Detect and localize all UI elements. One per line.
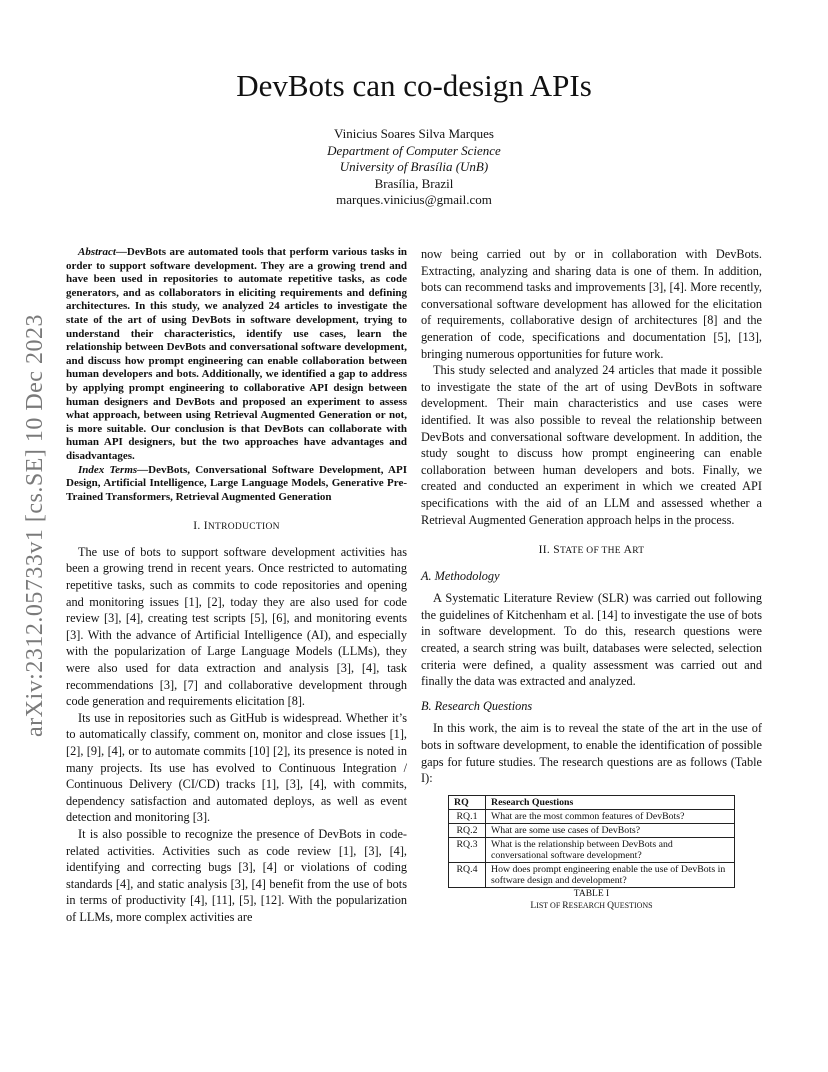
table-cell-id: RQ.4 — [449, 862, 486, 887]
table-cell-question: What are the most common features of DevBots? — [486, 809, 735, 823]
table-cell-id: RQ.2 — [449, 823, 486, 837]
intro-paragraph-2: Its use in repositories such as GitHub is widespread. Whether it’s to automatically classify, comment on, monitor and close issues [1], [2], [9], [4], or to automate commits [10] [2], its presence is noted in many projects. Its use has evolved to Continuous Integration / Continuous Delivery (CI/CD) tracks [1], [3], [4], with commits, dependency satisfaction and automated deploys, as well as event detection and monitoring [3]. — [66, 710, 407, 825]
paper-title: DevBots can co-design APIs — [236, 68, 592, 103]
intro-paragraph-3: It is also possible to recognize the presence of DevBots in code-related activities. Activities such as code review [1], [3], [4], identifying and correcting bugs [3], [4] or violations of coding standards [4], and static analysis [3], [4] benefit from the use of bots in terms of productivity [4], [11], [5], [12]. With the popularization of LLMs, more complex activities are — [66, 826, 407, 924]
table-cell-question: How does prompt engineering enable the use of DevBots in software design and development? — [486, 862, 735, 887]
subsection-methodology: A. Methodology — [421, 568, 500, 583]
table-caption-title: LIST OF RESEARCH QUESTIONS — [530, 900, 653, 911]
table-cell-question: What is the relationship between DevBots and conversational software development? — [486, 837, 735, 862]
intro-paragraph-1: The use of bots to support software development activities has been a growing trend in recent years. Once restricted to automating repetitive tasks, such as commits to code repositories and opening and monitoring issues [1], [2], today they are also used for code review [3], [4], creating test scripts [5], [6], and monitoring events [3]. With the advance of Artificial Intelligence (AI), and especially with the popularization of Large Language Models (LLMs), they were also used for data extraction and analysis [3], [4], task recommendations [3], [7] and collaborative development through code generation and requirements elicitation [8]. — [66, 544, 407, 709]
table-caption-label: TABLE I — [573, 888, 610, 899]
table-row — [449, 823, 735, 837]
abstract — [66, 246, 407, 464]
author-block — [0, 126, 828, 209]
subsection-research-questions: B. Research Questions — [421, 698, 533, 713]
arxiv-id: arXiv:2312.05733v1 [cs.SE] 10 Dec 2023 — [21, 313, 48, 737]
table-row — [449, 837, 735, 862]
table-header-rq: RQ — [449, 795, 486, 809]
table-header-questions: Research Questions — [486, 795, 735, 809]
section-heading-state-of-the-art: II. STATE OF THE ART — [538, 544, 645, 557]
table-header-row — [449, 795, 735, 809]
left-column — [66, 246, 407, 926]
methodology-paragraph: A Systematic Literature Review (SLR) was carried out following the guidelines of Kitchenham et al. [14] to investigate the use of bots in software development. To do this, research questions were created, a search string was built, databases were selected, selection criteria were defined, a quality assessment was carried out and finally the data was extracted and analyzed. — [421, 591, 762, 689]
index-terms-lead: Index Terms — [78, 463, 138, 476]
research-questions-paragraph: In this work, the aim is to reveal the state of the art in the use of bots in software development, to enable the identification of possible gaps for future studies. The research questions are as follows (Table I): — [421, 721, 762, 786]
table-cell-id: RQ.1 — [449, 809, 486, 823]
abstract-text: —DevBots are automated tools that perform various tasks in order to support software development. They are a growing trend and have been used in repositories to automate repetitive tasks, as code generators, and as collaborators in eliciting requirements and defining architectures. In this study, we analyzed 24 articles to investigate the state of the art of using DevBots in software development, trying to understand their characteristics, identify use cases, learn the relationship between DevBots and conversational software development, and discuss how prompt engineering can enable collaboration between human developers and bots. Additionally, we identified a gap to address by applying prompt engineering to collaborative API design between human designers and DevBots and proposed an experiment to assess what approach, between using Retrieval Augmented Generation or not, is more suitable. Our conclusion is that DevBots can collaborate with human API designers, but the two approaches have advantages and disadvantages. — [66, 246, 407, 462]
table-row — [449, 809, 735, 823]
section-heading-introduction: I. INTRODUCTION — [193, 520, 280, 533]
right-column — [421, 246, 762, 912]
index-terms — [66, 464, 407, 505]
author-location: Brasília, Brazil — [374, 175, 454, 191]
author-email: marques.vinicius@gmail.com — [336, 192, 492, 207]
author-university: University of Brasília (UnB) — [339, 159, 489, 174]
abstract-lead: Abstract — [78, 246, 116, 258]
intro-paragraph-4: now being carried out by or in collaboration with DevBots. Extracting, analyzing and sharing data is one of them. In addition, bots can recommend tasks and improvements [3], [4]. More recently, conversational software development has allowed for the elicitation of requirements, collaborative design of architectures [8] and the generation of code, specifications and documentation [5], [13], bringing numerous opportunities for future work. — [421, 247, 762, 361]
table-caption — [421, 889, 762, 912]
table-row — [449, 862, 735, 887]
index-terms-text: —DevBots, Conversational Software Development, API Design, Artificial Intelligence, Large Language Models, Generative Pre-Trained Transformers, Retrieval Augmented Generation — [66, 463, 407, 503]
arxiv-watermark — [10, 290, 60, 760]
table-cell-id: RQ.3 — [449, 837, 486, 862]
author-name: Vinicius Soares Silva Marques — [334, 126, 494, 141]
research-questions-table — [448, 795, 735, 888]
table-cell-question: What are some use cases of DevBots? — [486, 823, 735, 837]
intro-paragraph-5: This study selected and analyzed 24 articles that made it possible to investigate the state of the art of using DevBots in software development. Their main characteristics and use cases were identified. It was also possible to reveal the relationship between DevBots and conversational software development. In addition, the study sought to discuss how prompt engineering can enable collaboration between human developers and bots. Finally, we created and conducted an experiment in which we created API specifications with the aid of an LLM and assessed whether a Retrieval Augmented Generation approach helps in the process. — [421, 363, 762, 527]
author-department: Department of Computer Science — [327, 142, 501, 158]
